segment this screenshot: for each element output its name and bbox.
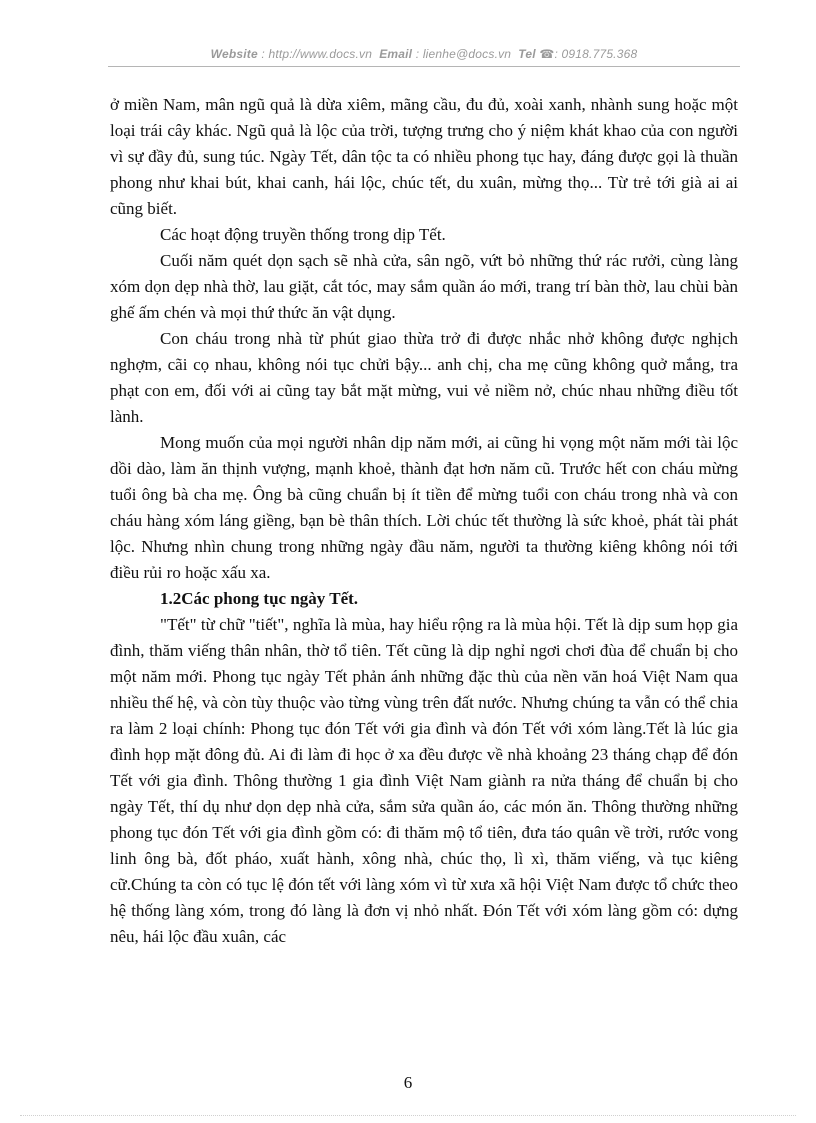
paragraph-3: Cuối năm quét dọn sạch sẽ nhà cửa, sân ngõ, vứt bỏ những thứ rác rưởi, cùng làng xóm dọn dẹp nhà thờ, lau giặt, cắt tóc, may sắm quần áo mới, trang trí bàn thờ, lau chùi bàn ghế ấm chén và mọi thứ thức ăn vật dụng. <box>110 251 738 322</box>
paragraph-4: Con cháu trong nhà từ phút giao thừa trở đi được nhắc nhở không được nghịch nghợm, cãi cọ nhau, không nói tục chửi bậy... anh chị, cha mẹ cũng không quở mắng, tra phạt con em, đối với ai cũng tay bắt mặt mừng, vui vẻ niềm nở, chúc nhau những điều tốt lành. <box>110 329 738 426</box>
section-heading: 1.2Các phong tục ngày Tết. <box>160 589 359 608</box>
document-body <box>110 92 738 950</box>
header-divider <box>108 66 740 67</box>
website-value: : http://www.docs.vn <box>261 47 373 61</box>
tel-label: Tel <box>518 47 536 61</box>
email-value: : lienhe@docs.vn <box>415 47 512 61</box>
paragraph-2: Các hoạt động truyền thống trong dịp Tết. <box>160 225 446 244</box>
paragraph-1: ở miền Nam, mân ngũ quả là dừa xiêm, mãng cầu, đu đủ, xoài xanh, nhành sung hoặc một loại trái cây khác. Ngũ quả là lộc của trời, tượng trưng cho ý niệm khát khao của con người vì sự đầy đủ, sung túc. Ngày Tết, dân tộc ta có nhiều phong tục hay, đáng được gọi là thuần phong như khai bút, khai canh, hái lộc, chúc tết, du xuân, mừng thọ... Từ trẻ tới già ai ai cũng biết. <box>110 95 738 218</box>
footer-divider <box>20 1115 796 1116</box>
phone-icon: ☎ <box>539 47 555 61</box>
paragraph-6: "Tết" từ chữ "tiết", nghĩa là mùa, hay hiểu rộng ra là mùa hội. Tết là dịp sum họp gia đình, thăm viếng thân nhân, thờ tổ tiên. Tết cũng là dịp nghỉ ngơi chơi đùa để chuẩn bị cho một năm mới. Phong tục ngày Tết phản ánh những đặc thù của nền văn hoá Việt Nam qua nhiều thế hệ, và còn tùy thuộc vào từng vùng trên đất nước. Nhưng chúng ta vẫn có thể chia ra làm 2 loại chính: Phong tục đón Tết với gia đình và đón Tết với xóm làng.Tết là lúc gia đình họp mặt đông đủ. Ai đi làm đi học ở xa đều được về nhà khoảng 23 tháng chạp để đón Tết với gia đình. Thông thường 1 gia đình Việt Nam giành ra nửa tháng để chuẩn bị cho ngày Tết, thí dụ như dọn dẹp nhà cửa, sắm sửa quần áo, các món ăn. Thông thường những phong tục đón Tết với gia đình gồm có: đi thăm mộ tổ tiên, đưa táo quân về trời, rước vong linh ông bà, đốt pháo, xuất hành, xông nhà, chúc thọ, lì xì, thăm viếng, và tục kiêng cữ.Chúng ta còn có tục lệ đón tết với làng xóm vì từ xưa xã hội Việt Nam được tổ chức theo hệ thống làng xóm, trong đó làng là đơn vị nhỏ nhất. Đón Tết với xóm làng gồm có: dựng nêu, hái lộc đầu xuân, các <box>110 615 738 946</box>
tel-value: : 0918.775.368 <box>554 47 638 61</box>
website-label: Website <box>210 47 258 61</box>
page-number: 6 <box>403 1073 413 1092</box>
paragraph-5: Mong muốn của mọi người nhân dịp năm mới, ai cũng hi vọng một năm mới tài lộc dồi dào, làm ăn thịnh vượng, mạnh khoẻ, thành đạt hơn năm cũ. Trước hết con cháu mừng tuổi ông bà cha mẹ. Ông bà cũng chuẩn bị ít tiền để mừng tuổi con cháu trong nhà và con cháu hàng xóm láng giềng, bạn bè thân thích. Lời chúc tết thường là sức khoẻ, phát tài phát lộc. Nhưng nhìn chung trong những ngày đầu năm, người ta thường kiêng không nói tới điều rủi ro hoặc xấu xa. <box>110 433 738 582</box>
email-label: Email <box>379 47 413 61</box>
page-header <box>108 47 740 61</box>
